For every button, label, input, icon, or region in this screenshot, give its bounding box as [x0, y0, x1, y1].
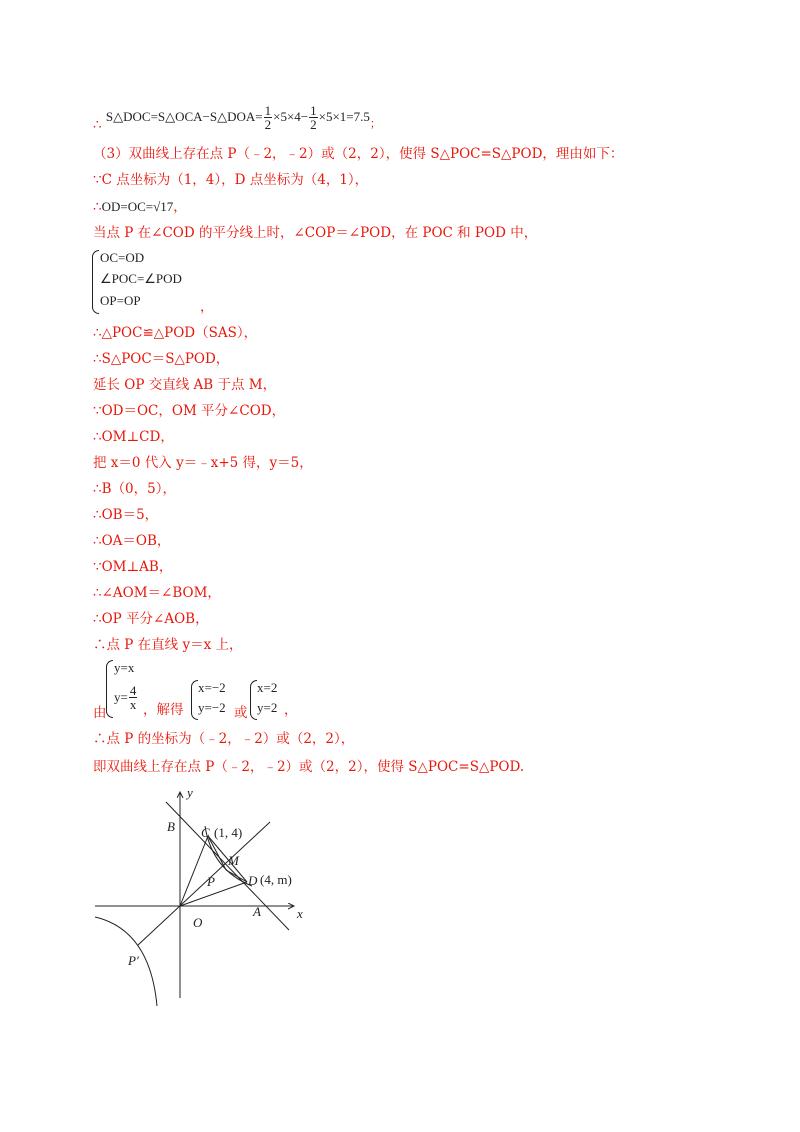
sys-c-row2: y=2	[257, 700, 278, 715]
label-m: M	[228, 853, 239, 868]
part-3-statement: （3）双曲线上存在点 P（﹣2，﹣2）或（2，2），使得 S△POC=S△POD，理由如下：	[93, 146, 624, 162]
area-middle: ×5×4−	[273, 109, 309, 124]
fraction-half-1: $\frac{1}{2}$	[264, 103, 272, 132]
solve-or: 或	[234, 705, 248, 721]
label-b: B	[167, 819, 175, 834]
line-area-equal: ∴S△POC＝S△POD，	[93, 351, 230, 367]
area-result: ×5×1=7.5	[318, 109, 370, 124]
therefore-symbol: ∴	[93, 117, 102, 133]
line-bisector-condition: 当点 P 在∠COD 的平分线上时，∠COP＝∠POD，在 POC 和 POD 中，	[93, 225, 538, 241]
label-c-coord: (1, 4)	[214, 825, 243, 840]
line-substitute: 把 x＝0 代入 y＝﹣x+5 得，y＝5，	[93, 455, 313, 471]
semicolon: ；	[369, 117, 381, 130]
line-om-bisect: ∵OD＝OC，OM 平分∠COD，	[93, 403, 286, 419]
line-om-perp-cd: ∴OM⊥CD，	[93, 429, 174, 445]
line-conclusion: 即双曲线上存在点 P（﹣2，﹣2）或（2，2），使得 S△POC=S△POD.	[93, 759, 525, 775]
hyperbola-branch-1	[205, 826, 252, 886]
fraction-half-2: $\frac{1}{2}$	[310, 103, 317, 132]
segment-pc	[208, 836, 226, 870]
line-ab	[166, 802, 289, 930]
line-od-oc: ∴OD=OC=√17，	[93, 199, 187, 215]
sys-c-row1: x=2	[257, 680, 278, 695]
solve-mid: ，解得	[143, 702, 184, 718]
line-ob: ∴OB＝5，	[93, 507, 159, 523]
label-c: C	[201, 825, 210, 840]
sys-b-row2: y=−2	[198, 700, 226, 715]
sys-b-row1: x=−2	[198, 680, 226, 695]
line-p-coords: ∴点 P 的坐标为（﹣2，﹣2）或（2，2），	[93, 731, 355, 747]
sys-row-op-op: OP=OP	[100, 293, 141, 308]
label-p-prime: P′	[128, 953, 139, 968]
label-a: A	[253, 904, 261, 919]
line-oa-ob: ∴OA＝OB，	[93, 533, 171, 549]
label-o: O	[193, 915, 203, 930]
segment-oc	[180, 836, 208, 906]
sys-row-oc-od: OC=OD	[100, 250, 145, 265]
label-p: P	[207, 874, 215, 889]
line-y-equals-x	[138, 822, 270, 945]
area-expression: S△DOC=S△OCA−S△DOA=	[105, 109, 263, 124]
line-extend-op: 延长 OP 交直线 AB 于点 M，	[93, 377, 277, 393]
line-congruent: ∴△POC≌△POD（SAS），	[93, 325, 258, 341]
brace-left	[92, 250, 99, 314]
sys-row-angle: ∠POC=∠POD	[100, 271, 182, 286]
sys-a-row2: y= $\frac{4}{x}$	[114, 683, 137, 712]
segment-od	[180, 882, 247, 906]
segment-cd	[208, 836, 247, 882]
hyperbola-branch-3	[95, 917, 157, 1006]
line-c-d-coords: ∵C 点坐标为（1，4），D 点坐标为（4，1），	[93, 172, 369, 188]
label-y: y	[187, 785, 193, 800]
line-op-bisect: ∴OP 平分∠AOB，	[93, 611, 209, 627]
area-formula-line	[93, 104, 381, 134]
label-d: D	[248, 873, 258, 888]
label-d-coord: (4, m)	[260, 872, 292, 887]
label-x: x	[297, 906, 303, 921]
od-oc-sqrt17: OD=OC=√17	[101, 199, 174, 214]
solve-prefix: 由	[93, 705, 107, 721]
line-p-on-yx: ∴点 P 在直线 y＝x 上，	[93, 637, 243, 653]
line-b-coord: ∴B（0，5），	[93, 481, 176, 497]
segment-pd	[226, 870, 247, 882]
line-om-perp-ab: ∵OM⊥AB，	[93, 559, 173, 575]
sys-a-row1: y=x	[114, 660, 135, 675]
line-angle-equal: ∴∠AOM＝∠BOM，	[93, 585, 221, 601]
